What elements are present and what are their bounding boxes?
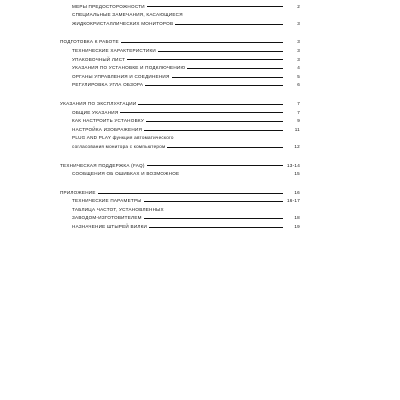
toc-page-number: 3 — [297, 39, 300, 45]
toc-page-number: 11 — [294, 126, 300, 132]
toc-entry-title: ТЕХНИЧЕСКАЯ ПОДДЕРЖКА (FAQ) — [60, 162, 145, 168]
toc-entry — [60, 53, 300, 62]
toc-entry — [60, 44, 300, 53]
toc-leader-line — [149, 227, 283, 228]
toc-leader-line — [144, 130, 283, 131]
toc-page-number: 3 — [297, 20, 300, 26]
toc-entry-title: РЕГУЛИРОВКА УГЛА ОБЗОРА — [72, 82, 144, 88]
toc-entry-title: ЗАВОДОМ-ИЗГОТОВИТЕЛЕМ — [72, 215, 142, 221]
toc-entry — [60, 195, 300, 204]
toc-entry — [60, 123, 300, 132]
toc-entry-title: ОРГАНЫ УПРАВЛЕНИЯ И СОЕДИНЕНИЯ — [72, 73, 170, 79]
toc-entry — [60, 36, 300, 45]
toc-entry-title: ЖИДКОКРИСТАЛЛИЧЕСКИХ МОНИТОРОВ — [72, 20, 174, 26]
toc-entry-title: НАСТРОЙКА ИЗОБРАЖЕНИЯ — [72, 126, 143, 132]
toc-leader-line — [121, 42, 283, 43]
toc-section — [60, 36, 300, 88]
toc-entry-title: УПАКОВОЧНЫЙ ЛИСТ — [72, 56, 126, 62]
toc-entry-title: КАК НАСТРОИТЬ УСТАНОВКУ — [72, 118, 145, 124]
toc-leader-line — [187, 68, 283, 69]
toc-page-number: 13-14 — [287, 162, 300, 168]
toc-page-number: 16-17 — [287, 198, 300, 204]
toc-entry — [60, 115, 300, 124]
toc-entry — [60, 220, 300, 229]
toc-entry — [60, 0, 300, 9]
toc-entry-title: ТАБЛИЦА ЧАСТОТ, УСТАНОВЛЕННЫХ — [72, 206, 164, 212]
toc-entry-title: PLUG AND PLAY функция автоматического — [72, 135, 174, 141]
toc-entry-title: УКАЗАНИЯ ПО ЭКСПЛУАТАЦИИ — [60, 100, 137, 106]
table-of-contents — [60, 0, 300, 239]
toc-page-number: 7 — [297, 100, 300, 106]
toc-entry — [60, 106, 300, 115]
toc-section — [60, 159, 300, 176]
toc-entry-title: СООБЩЕНИЯ ОБ ОШИБКАХ И ВОЗМОЖНОЕ — [72, 171, 180, 177]
toc-entry — [60, 79, 300, 88]
toc-leader-line — [120, 112, 283, 113]
toc-section — [60, 0, 300, 26]
toc-entry-title: ТЕХНИЧЕСКИЕ ХАРАКТЕРИСТИКИ — [72, 47, 156, 53]
toc-entry — [60, 17, 300, 26]
toc-page-number: 7 — [297, 109, 300, 115]
toc-page-number: 4 — [297, 65, 300, 71]
toc-page-number: 6 — [297, 82, 300, 88]
toc-entry-title: ПОДГОТОВКА К РАБОТЕ — [60, 39, 119, 45]
toc-entry-title: ОБЩИЕ УКАЗАНИЯ — [72, 109, 119, 115]
toc-entry — [60, 132, 300, 141]
toc-entry — [60, 203, 300, 212]
toc-leader-line — [144, 201, 283, 202]
toc-page-number: 3 — [297, 47, 300, 53]
toc-section — [60, 186, 300, 229]
toc-page-number: 12 — [294, 143, 300, 149]
toc-entry — [60, 97, 300, 106]
toc-leader-line — [167, 147, 283, 148]
toc-leader-line — [98, 193, 283, 194]
toc-page-number: 3 — [297, 56, 300, 62]
toc-page-number: 18 — [294, 215, 300, 221]
toc-page-number: 9 — [297, 118, 300, 124]
toc-page-number: 2 — [297, 3, 300, 9]
toc-leader-line — [127, 59, 283, 60]
toc-entry-title: УКАЗАНИЯ ПО УСТАНОВКЕ И ПОДКЛЮЧЕНИЮ — [72, 65, 186, 71]
toc-leader-line — [146, 121, 283, 122]
toc-entry-title: НАЗНАЧЕНИЕ ШТЫРЕЙ ВИЛКИ — [72, 224, 148, 230]
toc-leader-line — [172, 77, 283, 78]
toc-page-number: 5 — [297, 73, 300, 79]
toc-entry — [60, 9, 300, 18]
toc-leader-line — [147, 6, 283, 7]
toc-entry — [60, 212, 300, 221]
toc-entry-title: ПРИЛОЖЕНИЕ — [60, 189, 96, 195]
toc-leader-line — [144, 218, 283, 219]
toc-section — [60, 97, 300, 149]
toc-entry-title: согласования монитора с компьютером — [72, 143, 166, 149]
toc-entry-title: МЕРЫ ПРЕДОСТОРОЖНОСТИ — [72, 3, 145, 9]
toc-entry — [60, 70, 300, 79]
toc-leader-line — [175, 24, 283, 25]
toc-entry — [60, 159, 300, 168]
toc-page-number: 16 — [294, 189, 300, 195]
toc-leader-line — [138, 104, 283, 105]
toc-entry — [60, 186, 300, 195]
toc-entry — [60, 168, 300, 177]
toc-leader-line — [145, 85, 283, 86]
toc-page-number: 19 — [294, 224, 300, 230]
toc-leader-line — [147, 165, 283, 166]
toc-entry-title: ТЕХНИЧЕСКИЕ ПАРАМЕТРЫ — [72, 198, 142, 204]
toc-entry — [60, 62, 300, 71]
toc-page-number: 15 — [294, 171, 300, 177]
toc-entry-title: СПЕЦИАЛЬНЫЕ ЗАМЕЧАНИЯ, КАСАЮЩИЕСЯ — [72, 12, 183, 18]
toc-leader-line — [158, 51, 283, 52]
toc-entry — [60, 140, 300, 149]
